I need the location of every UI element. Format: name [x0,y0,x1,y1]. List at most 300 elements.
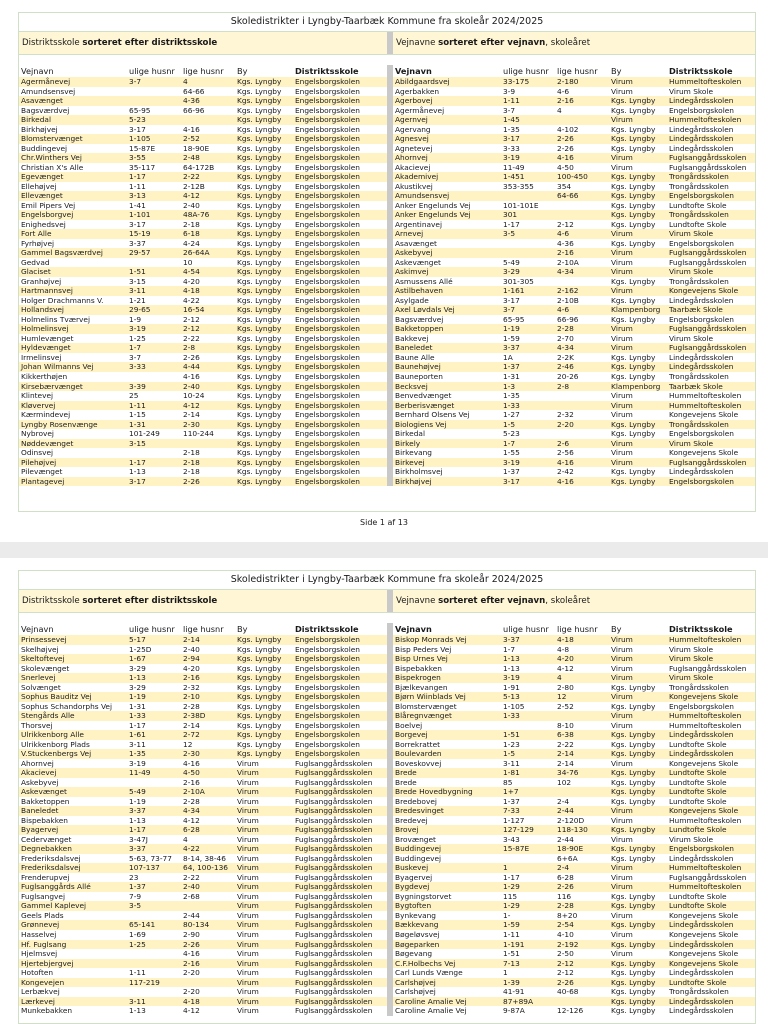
town-cell: Virum [611,267,633,277]
town-cell: Virum [611,115,633,125]
school-cell: Lindegårdsskolen [669,968,734,978]
table-row [19,201,387,211]
town-cell: Kgs. Lyngby [237,644,282,654]
table-row [19,87,387,97]
odd-numbers-cell: 1+7 [503,787,519,797]
school-cell: Engelsborgskolen [669,701,734,711]
table-row [19,77,387,87]
odd-numbers-cell: 3-43 [503,834,520,844]
school-cell: Engelsborgskolen [295,410,360,420]
odd-numbers-cell: 1-33 [503,400,520,410]
town-cell: Kgs. Lyngby [237,324,282,334]
town-cell: Kgs. Lyngby [237,115,282,125]
even-numbers-cell: 6-28 [557,872,574,882]
school-cell: Engelsborgskolen [295,457,360,467]
school-cell: Trongårdsskolen [669,276,729,286]
odd-numbers-cell: 41-91 [503,987,525,997]
even-numbers-cell: 4-36 [557,238,574,248]
even-numbers-cell: 4-34 [557,267,574,277]
street-name-cell: Caroline Amalie Vej [395,996,467,1006]
street-name-cell: Ellevænget [21,191,63,201]
street-name-cell: Borgevej [395,730,428,740]
table-row [393,901,755,911]
school-cell: Engelsborgskolen [295,105,360,115]
street-name-cell: Birkhøjvej [395,476,432,486]
left-heading-text: Distriktsskole [22,596,83,606]
table-row [393,806,755,816]
table-row [19,391,387,401]
even-numbers-cell: 2-10A [557,257,579,267]
school-cell: Engelsborgskolen [295,720,360,730]
town-cell: Kgs. Lyngby [611,939,656,949]
even-numbers-cell: 2-32 [183,682,200,692]
even-numbers-cell: 2-50 [557,949,574,959]
table-row [19,768,387,778]
school-cell: Kongevejens Skole [669,448,739,458]
odd-numbers-cell: 1-17 [129,720,146,730]
odd-numbers-cell: 1-7 [129,343,142,353]
even-numbers-cell: 2-18 [183,448,200,458]
school-cell: Fuglsanggårdsskolen [295,796,373,806]
street-name-cell: Bredesvinget [395,806,444,816]
even-numbers-cell: 4-50 [557,162,574,172]
street-name-cell: Sophus Bauditz Vej [21,692,92,702]
table-row [393,683,755,693]
left-section-heading [19,32,387,54]
table-row [19,645,387,655]
town-cell: Virum [237,996,259,1006]
town-cell: Virum [611,654,633,664]
even-numbers-cell: 2-10B [557,295,579,305]
odd-numbers-cell: 1-5 [503,749,516,759]
street-name-cell: Lyngby Rosenvænge [21,419,98,429]
street-name-cell: Holger Drachmanns V. [21,295,104,305]
even-numbers-cell: 4 [557,673,562,683]
school-cell: Engelsborgskolen [295,257,360,267]
school-cell: Engelsborgskolen [295,172,360,182]
school-cell: Lundtofte Skole [669,787,727,797]
odd-numbers-cell: 101-101E [503,200,539,210]
street-name-cell: Birkevej [395,457,425,467]
school-cell: Virum Skole [669,644,714,654]
town-cell: Kgs. Lyngby [237,467,282,477]
table-row [393,77,755,87]
odd-numbers-cell: 1-101 [129,210,151,220]
odd-numbers-cell: 15-87E [129,143,156,153]
even-numbers-cell: 2-30 [183,419,200,429]
school-cell: Hummeltofteskolen [669,635,742,644]
document-title: Skoledistrikter i Lyngby-Taarbæk Kommune fra skoleår 2024/2025 [19,571,755,590]
table-row [393,711,755,721]
odd-numbers-cell [127,372,181,382]
even-numbers-cell: 2-54 [557,920,574,930]
even-numbers-cell: 2-70 [557,333,574,343]
street-name-cell: Bisp Urnes Vej [395,654,448,664]
even-numbers-cell: 26-64A [183,248,210,258]
table-row [393,911,755,921]
even-numbers-cell: 2-18 [183,467,200,477]
even-numbers-cell [555,391,609,401]
even-numbers-cell: 4-8 [557,644,570,654]
table-row [393,267,755,277]
table-row [393,816,755,826]
town-cell: Kgs. Lyngby [237,191,282,201]
odd-numbers-cell: 3-47J [129,834,148,844]
odd-numbers-cell: 3-55 [129,153,146,163]
odd-numbers-cell: 3-17 [503,476,520,486]
street-name-cell: Fort Alle [21,229,52,239]
left-section-heading [19,590,387,612]
even-numbers-cell: 12 [557,692,567,702]
odd-numbers-cell: 1-15 [129,410,146,420]
town-cell: Virum [237,777,259,787]
school-cell: Engelsborgskolen [295,153,360,163]
odd-numbers-cell: 5-49 [129,787,146,797]
even-numbers-cell: 8-14, 38-46 [183,853,226,863]
even-numbers-cell: 4-16 [183,124,200,134]
street-name-cell: Buddingevej [395,853,442,863]
street-name-cell: Abildgaardsvej [395,77,450,86]
table-row [19,978,387,988]
street-name-cell: Kirsebærvænget [21,381,83,391]
table-row [19,448,387,458]
town-cell: Kgs. Lyngby [611,352,656,362]
odd-numbers-cell: 1-55 [503,448,520,458]
town-cell: Kgs. Lyngby [237,692,282,702]
school-cell: Lindegårdsskolen [669,96,734,106]
table-row [19,635,387,645]
odd-numbers-cell: 1-19 [503,324,520,334]
town-cell: Virum [611,929,633,939]
street-name-cell: Asmussens Allé [395,276,453,286]
table-row [393,959,755,969]
even-numbers-cell: 2-52 [557,701,574,711]
street-name-cell: Johan Wilmanns Vej [21,362,94,372]
street-name-cell: Akacievej [21,768,57,778]
even-numbers-cell: 4-16 [183,371,200,381]
school-cell: Lindegårdsskolen [669,362,734,372]
odd-numbers-cell: 1-17 [503,219,520,229]
table-row [393,721,755,731]
even-numbers-cell: 2-12 [557,219,574,229]
street-name-cell: Bagsværdvej [395,314,444,324]
street-name-cell: Glaciset [21,267,51,277]
street-name-cell: Thorsvej [21,720,53,730]
street-name-cell: Bygtoften [395,901,432,911]
even-numbers-cell: 2-2K [557,352,574,362]
street-name-cell: Gammel Bagsværdvej [21,248,103,258]
odd-numbers-cell: 1-29 [503,901,520,911]
even-numbers-cell: 6-38 [557,730,574,740]
even-numbers-cell [555,997,609,1007]
town-cell: Kgs. Lyngby [611,749,656,759]
table-row [19,96,387,106]
town-cell: Virum [237,768,259,778]
school-cell: Fuglsanggårdsskolen [295,910,373,920]
town-cell: Kgs. Lyngby [611,276,656,286]
town-cell: Kgs. Lyngby [237,419,282,429]
right-heading-tail: , skoleåret [545,596,591,606]
school-cell: Engelsborgskolen [295,115,360,125]
town-cell: Virum [237,939,259,949]
town-cell: Kgs. Lyngby [611,134,656,144]
table-row [19,477,387,487]
column-header: lige husnr [183,66,224,76]
even-numbers-cell: 2-90 [183,929,200,939]
school-cell: Trongårdsskolen [669,682,729,692]
street-name-cell: Holmelinsvej [21,324,69,334]
even-numbers-cell: 16-54 [183,305,205,315]
town-cell: Kgs. Lyngby [611,143,656,153]
school-cell: Engelsborgskolen [295,200,360,210]
town-cell: Virum [611,863,633,873]
table-row [19,324,387,334]
street-name-cell: Agernvej [395,115,428,125]
town-cell: Kgs. Lyngby [611,419,656,429]
street-name-cell: Askevænget [21,787,67,797]
town-cell: Kgs. Lyngby [237,181,282,191]
odd-numbers-cell: 65-95 [503,314,525,324]
odd-numbers-cell: 1A [503,352,513,362]
column-header: lige husnr [183,624,224,634]
school-cell: Lundtofte Skole [669,219,727,229]
street-name-cell: Bøgeløvsvej [395,929,440,939]
town-cell: Virum [237,758,259,768]
odd-numbers-cell: 1-31 [503,371,520,381]
even-numbers-cell: 4-20 [557,654,574,664]
town-cell: Kgs. Lyngby [611,853,656,863]
school-cell: Fuglsanggårdsskolen [295,806,373,816]
odd-numbers-cell: 1-37 [503,467,520,477]
odd-numbers-cell: 5-23 [503,429,520,439]
school-cell: Fuglsanggårdsskolen [669,343,747,353]
street-name-cell: Asavænget [395,238,437,248]
town-cell: Virum [611,257,633,267]
odd-numbers-cell: 65-95 [129,105,151,115]
table-row [393,978,755,988]
even-numbers-cell [555,711,609,721]
even-numbers-cell: 4-18 [183,996,200,1006]
street-name-cell: Agermånevej [395,105,445,115]
town-cell: Kgs. Lyngby [237,438,282,448]
street-name-cell: Amundsensvej [395,191,450,201]
town-cell: Kgs. Lyngby [611,105,656,115]
odd-numbers-cell: 3-9 [503,86,516,96]
table-row [19,239,387,249]
even-numbers-cell: 2-8 [557,381,570,391]
street-name-cell: Pilevænget [21,467,63,477]
town-cell: Kgs. Lyngby [611,219,656,229]
table-row [19,873,387,883]
even-numbers-cell [181,978,235,988]
table-row [393,144,755,154]
even-numbers-cell: 80-134 [183,920,210,930]
odd-numbers-cell: 1-5 [503,419,516,429]
street-name-cell: Kikkerthøjen [21,371,68,381]
table-row [19,458,387,468]
school-cell: Engelsborgskolen [295,343,360,353]
even-numbers-cell [555,201,609,211]
table-row [19,248,387,258]
town-cell: Kgs. Lyngby [237,333,282,343]
school-cell: Engelsborgskolen [295,191,360,201]
street-name-cell: Akustikvej [395,181,433,191]
odd-numbers-cell: 3-5 [503,229,516,239]
school-cell: Lindegårdsskolen [669,295,734,305]
even-numbers-cell: 10-24 [183,391,205,401]
town-cell: Kgs. Lyngby [611,682,656,692]
odd-numbers-cell: 3-19 [129,758,146,768]
school-cell: Engelsborgskolen [295,143,360,153]
even-numbers-cell: 118-130 [557,825,588,835]
street-name-cell: Astilbehaven [395,286,443,296]
even-numbers-cell: 64, 100-136 [183,863,228,873]
even-numbers-cell: 116 [557,891,572,901]
school-cell: Engelsborgskolen [295,276,360,286]
school-cell: Engelsborgskolen [295,162,360,172]
town-cell: Kgs. Lyngby [611,920,656,930]
town-cell: Virum [611,758,633,768]
town-cell: Kgs. Lyngby [237,682,282,692]
even-numbers-cell: 2-20 [183,987,200,997]
table-row [19,911,387,921]
odd-numbers-cell: 1-13 [129,673,146,683]
column-header: lige husnr [557,66,598,76]
odd-numbers-cell: 1-19 [129,692,146,702]
page-sheet [18,570,756,1024]
street-name-cell: Carlshøjvej [395,987,436,997]
school-cell: Virum Skole [669,673,714,683]
street-name-cell: Ahornvej [395,153,428,163]
town-cell: Virum [611,644,633,654]
even-numbers-cell: 354 [557,181,572,191]
odd-numbers-cell: 3-7 [503,105,516,115]
left-heading-bold: sorteret efter distriktsskole [82,596,218,606]
table-row [19,210,387,220]
school-cell: Fuglsanggårdsskolen [295,882,373,892]
street-name-cell: Hjertebjergvej [21,958,74,968]
school-cell: Engelsborgskolen [295,210,360,220]
right-section-heading [387,32,755,54]
even-numbers-cell: 2-22 [183,172,200,182]
town-cell: Virum [237,796,259,806]
school-cell: Hummeltofteskolen [669,391,742,401]
town-cell: Kgs. Lyngby [237,701,282,711]
street-name-cell: Lærkevej [21,996,55,1006]
street-name-cell: Agervang [395,124,431,134]
odd-numbers-cell: 1-67 [129,654,146,664]
street-name-cell: Asavænget [21,96,63,106]
street-name-cell: Ahornvej [21,758,54,768]
odd-numbers-cell: 15-87E [503,844,530,854]
school-cell: Engelsborgskolen [669,105,734,115]
table-row [19,334,387,344]
school-cell: Engelsborgskolen [295,644,360,654]
even-numbers-cell: 2-26 [557,977,574,987]
odd-numbers-cell: 1-35 [129,749,146,759]
section-headings [19,32,755,55]
town-cell: Virum [611,720,633,730]
town-cell: Kgs. Lyngby [611,777,656,787]
even-numbers-cell: 2-20 [557,419,574,429]
odd-numbers-cell: 25 [129,391,139,401]
street-name-cell: Carl Lunds Vænge [395,968,463,978]
table-row [393,420,755,430]
table-row [393,372,755,382]
odd-numbers-cell [127,448,181,458]
school-cell: Fuglsanggårdsskolen [295,768,373,778]
town-cell: Kgs. Lyngby [237,476,282,486]
town-cell: Kgs. Lyngby [237,238,282,248]
odd-numbers-cell: 7-33 [503,806,520,816]
section-headings [19,590,755,613]
town-cell: Kgs. Lyngby [237,257,282,267]
table-row [393,787,755,797]
even-numbers-cell: 2-16 [557,248,574,258]
even-numbers-cell: 2-6 [557,438,570,448]
even-numbers-cell: 2-26 [557,882,574,892]
odd-numbers-cell: 3-37 [129,844,146,854]
school-cell: Fuglsanggårdsskolen [295,1006,373,1016]
even-numbers-cell [555,115,609,125]
table-row [393,882,755,892]
town-cell: Kgs. Lyngby [237,711,282,721]
street-name-cell: Argentinavej [395,219,443,229]
school-cell: Fuglsanggårdsskolen [295,920,373,930]
odd-numbers-cell: 1-35 [503,124,520,134]
street-name-cell: Hollandsvej [21,305,64,315]
street-name-cell: Boelvej [395,720,423,730]
street-name-cell: Ellehøjvej [21,181,57,191]
town-cell: Virum [237,977,259,987]
table-row [393,305,755,315]
street-name-cell: Blomstervænget [395,701,457,711]
school-cell: Engelsborgskolen [295,229,360,239]
table-row [393,987,755,997]
school-cell: Engelsborgskolen [295,96,360,106]
street-name-cell: Akademivej [395,172,439,182]
street-name-cell: Ulrikkenborg Plads [21,739,90,749]
table-row [19,721,387,731]
odd-numbers-cell: 1-41 [129,200,146,210]
right-heading-tail: , skoleåret [545,38,591,48]
table-row [19,930,387,940]
column-header: Vejnavn [395,624,432,634]
odd-numbers-cell: 1-35 [503,391,520,401]
school-cell: Fuglsanggårdsskolen [669,872,747,882]
street-name-cell: Irmelinsvej [21,352,62,362]
even-numbers-cell: 4-24 [183,238,200,248]
street-name-cell: Hotoften [21,968,54,978]
table-row [19,182,387,192]
school-cell: Hummeltofteskolen [669,815,742,825]
town-cell: Kgs. Lyngby [611,476,656,486]
odd-numbers-cell: 1-19 [129,796,146,806]
even-numbers-cell: 2-26 [183,939,200,949]
town-cell: Virum [237,958,259,968]
odd-numbers-cell: 11-49 [129,768,151,778]
odd-numbers-cell: 1 [503,863,508,873]
school-cell: Virum Skole [669,654,714,664]
school-cell: Trongårdsskolen [669,987,729,997]
school-cell: Engelsborgskolen [295,673,360,683]
street-name-cell: Brovej [395,825,419,835]
street-name-cell: Frederiksdalsvej [21,853,81,863]
street-name-cell: Gammel Kaplevej [21,901,87,911]
odd-numbers-cell: 1-11 [129,400,146,410]
street-name-cell: Buskevej [395,863,429,873]
school-cell: Engelsborgskolen [669,238,734,248]
